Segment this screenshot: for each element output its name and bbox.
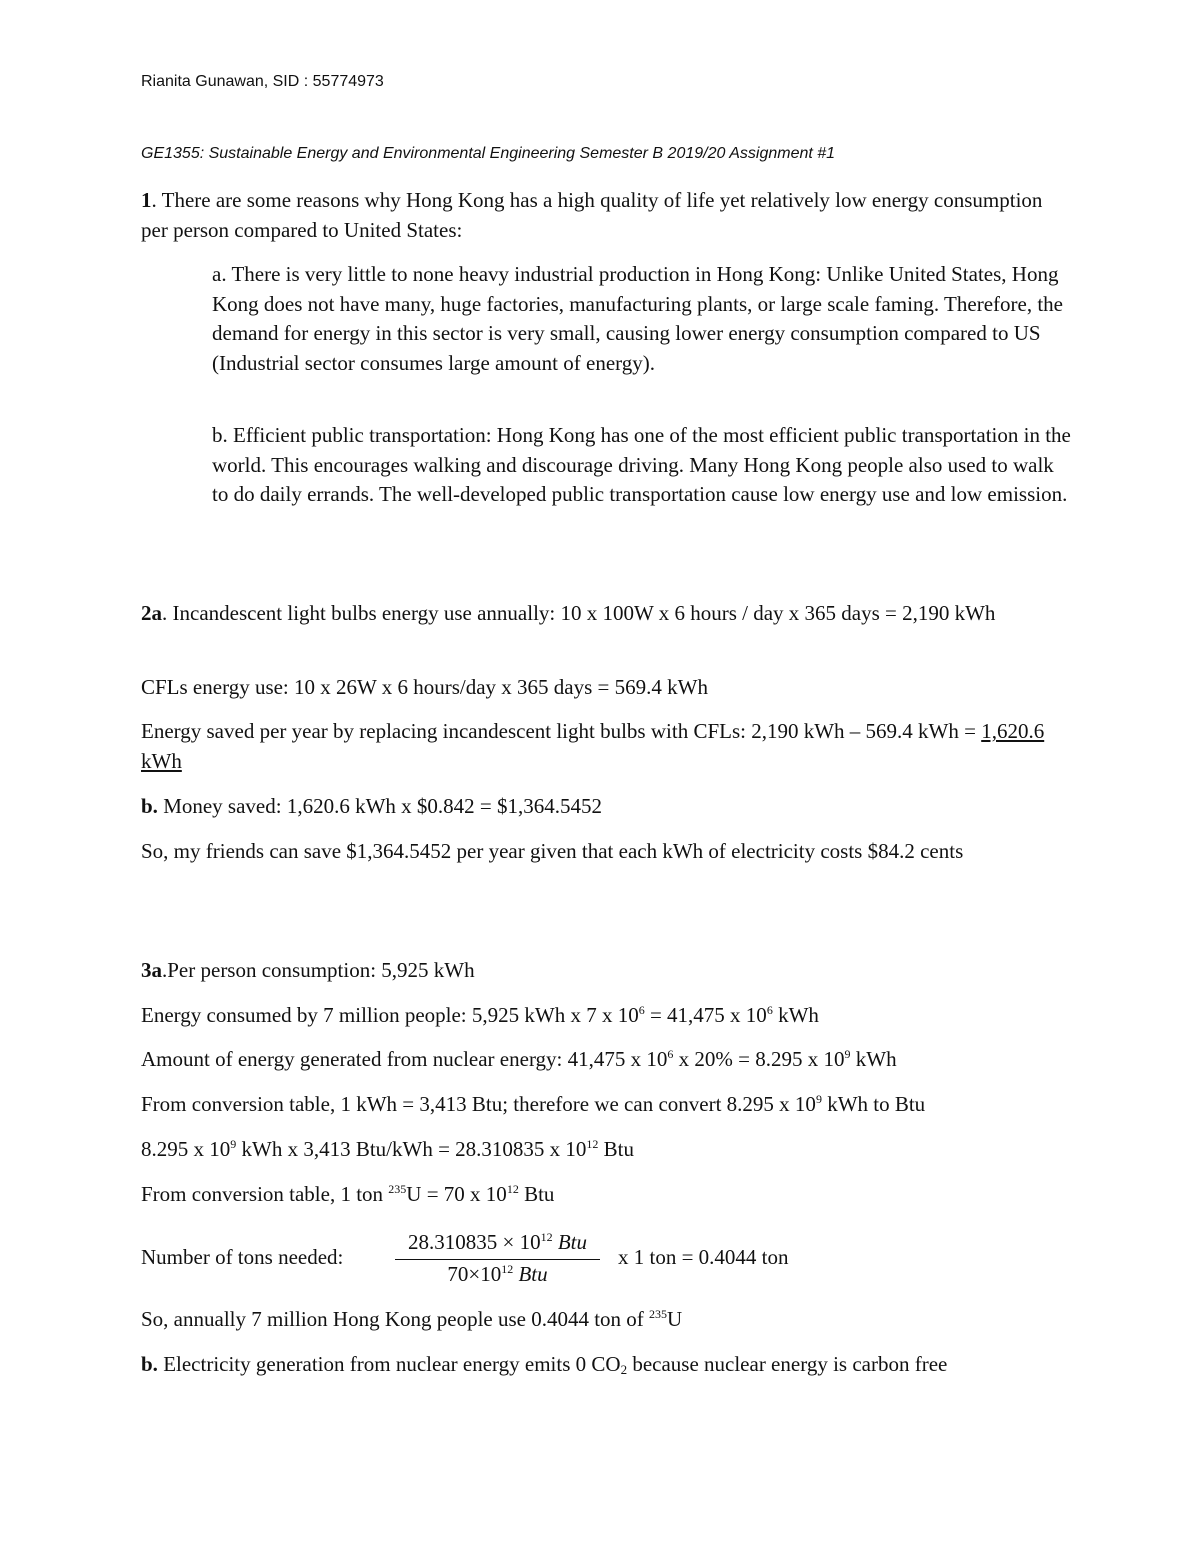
q3-uranium-text-1: From conversion table, 1 ton (141, 1182, 389, 1206)
q2-cfl-line: CFLs energy use: 10 x 26W x 6 hours/day x 365 days = 569.4 kWh (141, 675, 708, 699)
q2a-text: . Incandescent light bulbs energy use annually: 10 x 100W x 6 hours / day x 365 days = 2,190 kWh (162, 601, 996, 625)
q3-annual-text-2: U (667, 1307, 683, 1331)
fraction-denominator (390, 1260, 605, 1287)
q2a-label: 2a (141, 601, 162, 625)
fraction-denominator-exp: 12 (501, 1262, 514, 1276)
course-title: GE1355: Sustainable Energy and Environmental Engineering Semester B 2019/20 Assignment #1 (141, 145, 836, 162)
q3a-text: .Per person consumption: 5,925 kWh (162, 958, 475, 982)
q3-nuclear-text-1: Amount of energy generated from nuclear energy: 41,475 x 10 (141, 1047, 668, 1071)
q1-number: 1 (141, 188, 152, 212)
student-header: Rianita Gunawan, SID : 55774973 (141, 73, 384, 90)
q2-saved-text: Energy saved per year by replacing incandescent light bulbs with CFLs: 2,190 kWh – 569.4 kWh = (141, 719, 982, 743)
q3-consumed-exp-1: 6 (638, 1003, 645, 1017)
q3-btu-text-2: kWh x 3,413 Btu/kWh = 28.310835 x 10 (236, 1137, 587, 1161)
q1-intro-text: . There are some reasons why Hong Kong has a high quality of life yet relatively low energy consumption per person compared to United States: (141, 188, 1043, 242)
q3-uranium-line (141, 1180, 1071, 1210)
q3-uranium-isotope: 235 (388, 1182, 407, 1196)
q3-annual-text-1: So, annually 7 million Hong Kong people use 0.4044 ton of (141, 1307, 650, 1331)
q3-btu-text-3: Btu (598, 1137, 635, 1161)
q3b-text-1: Electricity generation from nuclear energy emits 0 CO (157, 1352, 621, 1376)
q3a-label: 3a (141, 958, 162, 982)
q3-btu-line (141, 1135, 1071, 1165)
q3-nuclear-exp-2: 9 (844, 1047, 851, 1061)
q3-btu-exp-1: 9 (230, 1137, 237, 1151)
q3b-label: b. (141, 1352, 158, 1376)
fraction-numerator (390, 1230, 605, 1259)
q3-nuclear-text-3: kWh (850, 1047, 897, 1071)
fraction-numerator-exp: 12 (540, 1230, 553, 1244)
q1-intro (141, 186, 1071, 245)
q3b-subscript: 2 (620, 1362, 628, 1377)
q2-conclusion: So, my friends can save $1,364.5452 per year given that each kWh of electricity costs $84.2 cents (141, 839, 964, 863)
q2-saved-line (141, 717, 1071, 776)
q3-conversion-exp: 9 (815, 1092, 822, 1106)
q2b-label: b. (141, 794, 158, 818)
fraction-numerator-unit: Btu (557, 1230, 587, 1254)
q3-conversion-text-2: kWh to Btu (821, 1092, 926, 1116)
q3-fraction (390, 1230, 605, 1287)
q3-conversion-line (141, 1090, 1071, 1120)
q2b-line (141, 792, 1071, 822)
q3b-line (141, 1350, 1071, 1380)
fraction-denominator-unit: Btu (518, 1262, 548, 1286)
q3-consumed-text-1: Energy consumed by 7 million people: 5,925 kWh x 7 x 10 (141, 1003, 639, 1027)
q3-uranium-exp: 12 (506, 1182, 519, 1196)
q3-consumed-line (141, 1001, 1071, 1031)
q3-consumed-exp-2: 6 (766, 1003, 773, 1017)
q3-btu-text-1: 8.295 x 10 (141, 1137, 231, 1161)
q3-nuclear-line (141, 1045, 1071, 1075)
q3a-line (141, 956, 1071, 986)
q1-point-a: a. There is very little to none heavy industrial production in Hong Kong: Unlike United States, Hong Kong does not have many, huge factories, manufacturing plants, or large scale faming. Therefore, the demand for energy in this sector is very small, causing lower energy consumption compared to US (Industrial sector consumes large amount of energy). (212, 262, 1063, 375)
q3-nuclear-text-2: x 20% = 8.295 x 10 (673, 1047, 845, 1071)
q3-tons-label: Number of tons needed: (141, 1245, 344, 1269)
q3-conversion-text-1: From conversion table, 1 kWh = 3,413 Btu; therefore we can convert 8.295 x 10 (141, 1092, 816, 1116)
q2-saved-value: 1,620.6 kWh (141, 719, 1045, 773)
fraction-numerator-text: 28.310835 × 10 (407, 1230, 541, 1254)
q3-uranium-text-3: Btu (518, 1182, 555, 1206)
q3-btu-exp-2: 12 (586, 1137, 599, 1151)
q3-uranium-text-2: U = 70 x 10 (406, 1182, 507, 1206)
fraction-denominator-text: 70×10 (447, 1262, 502, 1286)
q3-consumed-text-3: kWh (772, 1003, 819, 1027)
q3-tons-result: x 1 ton = 0.4044 ton (618, 1245, 789, 1269)
q2a-line (141, 599, 1071, 629)
q2b-text: Money saved: 1,620.6 kWh x $0.842 = $1,364.5452 (157, 794, 602, 818)
q1-point-b: b. Efficient public transportation: Hong Kong has one of the most efficient public transportation in the world. This encourages walking and discourage driving. Many Hong Kong people also used to walk to do daily errands. The well-developed public transportation cause low energy use and low emission. (212, 423, 1071, 506)
q3b-text-2: because nuclear energy is carbon free (627, 1352, 948, 1376)
q3-annual-isotope: 235 (649, 1307, 668, 1321)
q3-annual-line (141, 1305, 1071, 1335)
q3-consumed-text-2: = 41,475 x 10 (644, 1003, 767, 1027)
q3-nuclear-exp-1: 6 (667, 1047, 674, 1061)
